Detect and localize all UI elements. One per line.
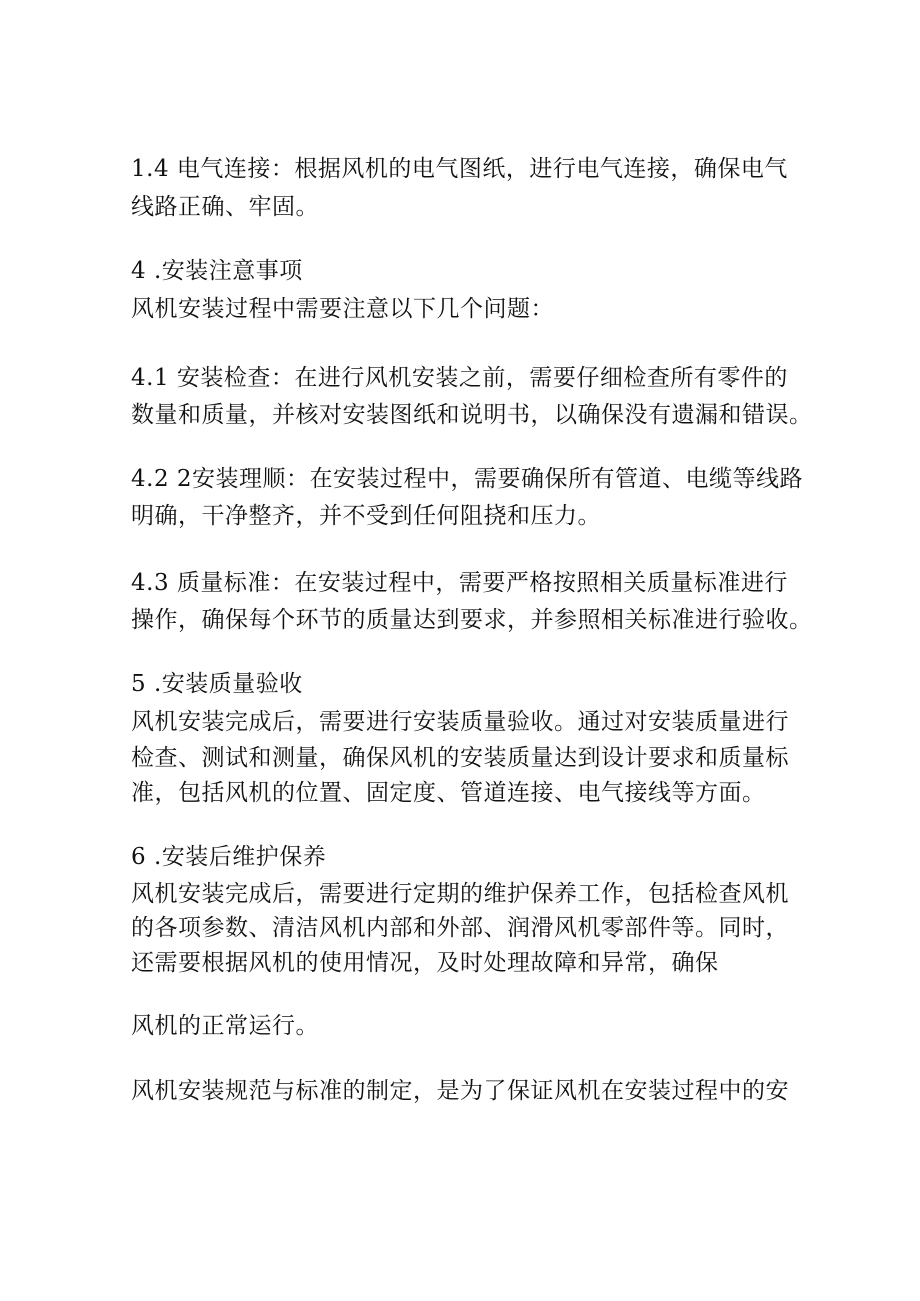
section-6-line-1: 风机安装完成后，需要进行定期的维护保养工作，包括检查风机 [131,881,789,907]
section-4-heading: 4 .安装注意事项 [131,258,303,284]
closing-paragraph-line: 风机安装规范与标准的制定，是为了保证风机在安装过程中的安 [131,1078,789,1104]
section-6-line-3: 还需要根据风机的使用情况，及时处理故障和异常，确保 [131,950,719,976]
section-5-line-1: 风机安装完成后，需要进行安装质量验收。通过对安装质量进行 [131,709,789,735]
paragraph-4-1-line-2: 数量和质量，并核对安装图纸和说明书，以确保没有遗漏和错误。 [131,402,813,428]
paragraph-1-4-line-2: 线路正确、牢固。 [131,194,319,220]
section-6-line-2: 的各项参数、清洁风机内部和外部、润滑风机零部件等。同时， [131,915,789,941]
paragraph-4-1-line-1: 4.1 安装检查：在进行风机安装之前，需要仔细检查所有零件的 [131,365,788,391]
paragraph-4-2-line-2: 明确，干净整齐，并不受到任何阻挠和压力。 [131,503,601,529]
section-6-heading: 6 .安装后维护保养 [131,844,327,870]
paragraph-1-4-line-1: 1.4 电气连接：根据风机的电气图纸，进行电气连接，确保电气 [131,156,788,182]
paragraph-4-3-line-1: 4.3 质量标准：在安装过程中，需要严格按照相关质量标准进行 [131,570,788,596]
section-5-line-2: 检查、测试和测量，确保风机的安装质量达到设计要求和质量标 [131,745,789,771]
paragraph-4-3-line-2: 操作，确保每个环节的质量达到要求，并参照相关标准进行验收。 [131,607,813,633]
section-6-continuation: 风机的正常运行。 [131,1013,319,1039]
section-4-intro: 风机安装过程中需要注意以下几个问题： [131,296,554,322]
section-5-heading: 5 .安装质量验收 [131,671,303,697]
paragraph-4-2-line-1: 4.2 2安装理顺：在安装过程中，需要确保所有管道、电缆等线路 [131,466,804,492]
section-5-line-3: 准，包括风机的位置、固定度、管道连接、电气接线等方面。 [131,780,766,806]
